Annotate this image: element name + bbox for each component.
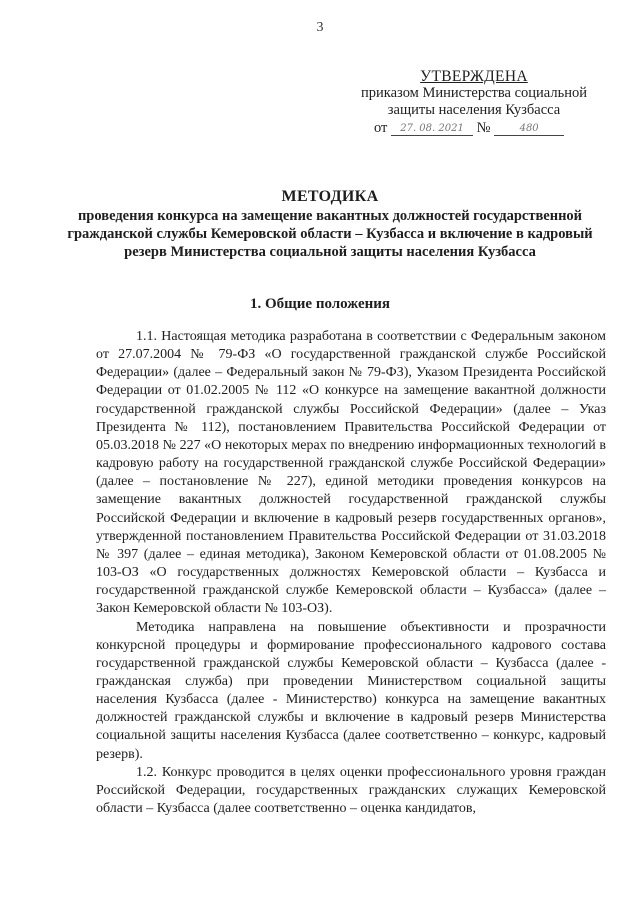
approval-date-number-line — [340, 120, 608, 137]
approval-line-2: защиты населения Кузбасса — [387, 102, 561, 118]
paragraph-methodology: Методика направлена на повышение объективности и прозрачности конкурсной процедуры и формирование профессионального кадрового состава государственной гражданской службы Кемеровской области – Кузбасса (далее - гражданская служба) при проведении Министерством социальной защиты населения Кузбасса (далее - Министерство) конкурса на замещение вакантных должностей гражданской службы и включение в кадровый резерв Министерства социальной защиты населения Кузбасса (далее соответственно – конкурс, кадровый резерв). — [96, 619, 606, 762]
section-heading: 1. Общие положения — [249, 296, 391, 312]
approval-stamp-block — [340, 68, 608, 137]
paragraph-1-1: 1.1. Настоящая методика разработана в соответствии с Федеральным законом от 27.07.2004 № 79-ФЗ «О государственной гражданской службе Российской Федерации» (далее – Федеральный закон № 79-ФЗ), Указом Президента Российской Федерации от 01.02.2005 № 112 «О конкурсе на замещение вакантной должности государственной гражданской службы Российской Федерации» (далее – Указ Президента № 112), постановлением Правительства Российской Федерации от 05.03.2018 № 227 «О некоторых мерах по внедрению информационных технологий в кадровую работу на государственной гражданской службе Российской Федерации» (далее – постановление № 227), единой методики проведения конкурсов на замещение вакантных должностей государственной гражданской службы Российской Федерации и включение в кадровый резерв государственных органов», утвержденной постановлением Правительства Российской Федерации от 31.03.2018 № 397 (далее – единая методика), Законом Кемеровской области от 01.08.2005 № 103-ОЗ «О государственных должностях Кемеровской области – Кузбасса и государственной гражданской службе Кемеровской области – Кузбасса» (далее – Закон Кемеровской области № 103-ОЗ). — [96, 329, 606, 617]
approval-line-1: приказом Министерства социальной — [361, 85, 587, 101]
date-label: от — [374, 120, 388, 136]
document-body — [96, 328, 606, 818]
handwritten-date: 27. 08. 2021 — [391, 122, 473, 136]
approval-heading: УТВЕРЖДЕНА — [420, 68, 528, 85]
document-title: МЕТОДИКА — [281, 188, 379, 205]
number-label: № — [476, 120, 491, 136]
document-title-block — [50, 188, 610, 261]
page-number: 3 — [316, 20, 324, 35]
document-subtitle: проведения конкурса на замещение вакантных должностей государственной гражданской службы Кемеровской области – Кузбасса и включение в кадровый резерв Министерства социальной защиты населения Кузбасса — [67, 208, 593, 260]
paragraph-1-2: 1.2. Конкурс проводится в целях оценки профессионального уровня граждан Российской Федерации, государственных гражданских служащих Кемеровской области – Кузбасса (далее соответственно – оценка кандидатов, — [96, 764, 606, 817]
handwritten-number: 480 — [494, 122, 564, 136]
